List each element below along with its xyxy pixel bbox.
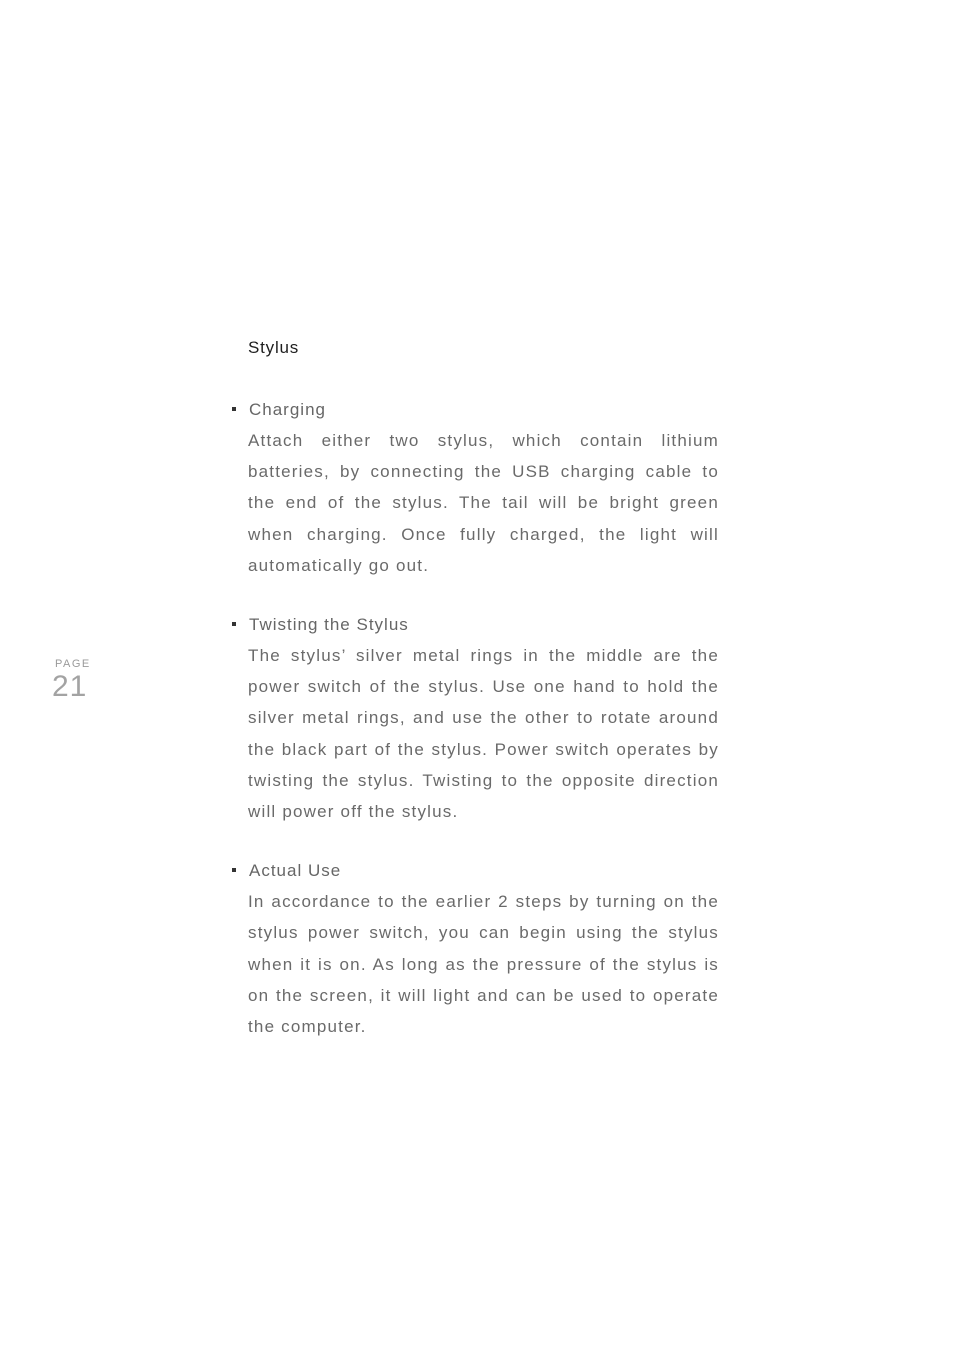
item-heading: Twisting the Stylus [249,615,409,635]
stylus-section [248,336,719,1074]
list-item-charging [248,398,719,581]
list-item-twisting [248,613,719,827]
item-body: In accordance to the earlier 2 steps by turning on the stylus power switch, you can begin using the stylus when it is on. As long as the pressure of the stylus is on the screen, it will light and can be used to operate the computer. [248,892,719,1037]
page-number: 21 [52,670,88,703]
bullet-icon [232,622,236,626]
bullet-icon [232,407,236,411]
item-body: Attach either two stylus, which contain lithium batteries, by connecting the USB charging cable to the end of the stylus. The tail will be bright green when charging. Once fully charged, the light will automatically go out. [248,431,719,575]
page-label: PAGE [55,658,91,670]
item-heading: Charging [249,400,326,419]
bullet-icon [232,868,236,872]
item-body: The stylus’ silver metal rings in the middle are the power switch of the stylus. Use one hand to hold the silver metal rings, and use the other to rotate around the black part of the stylus. Power switch operates by twisting the stylus. Twisting to the opposite direction will power off the stylus. [248,646,719,822]
item-heading: Actual Use [249,861,342,881]
list-item-actual-use [248,859,719,1042]
page-marker [52,657,112,703]
section-title: Stylus [248,338,300,357]
